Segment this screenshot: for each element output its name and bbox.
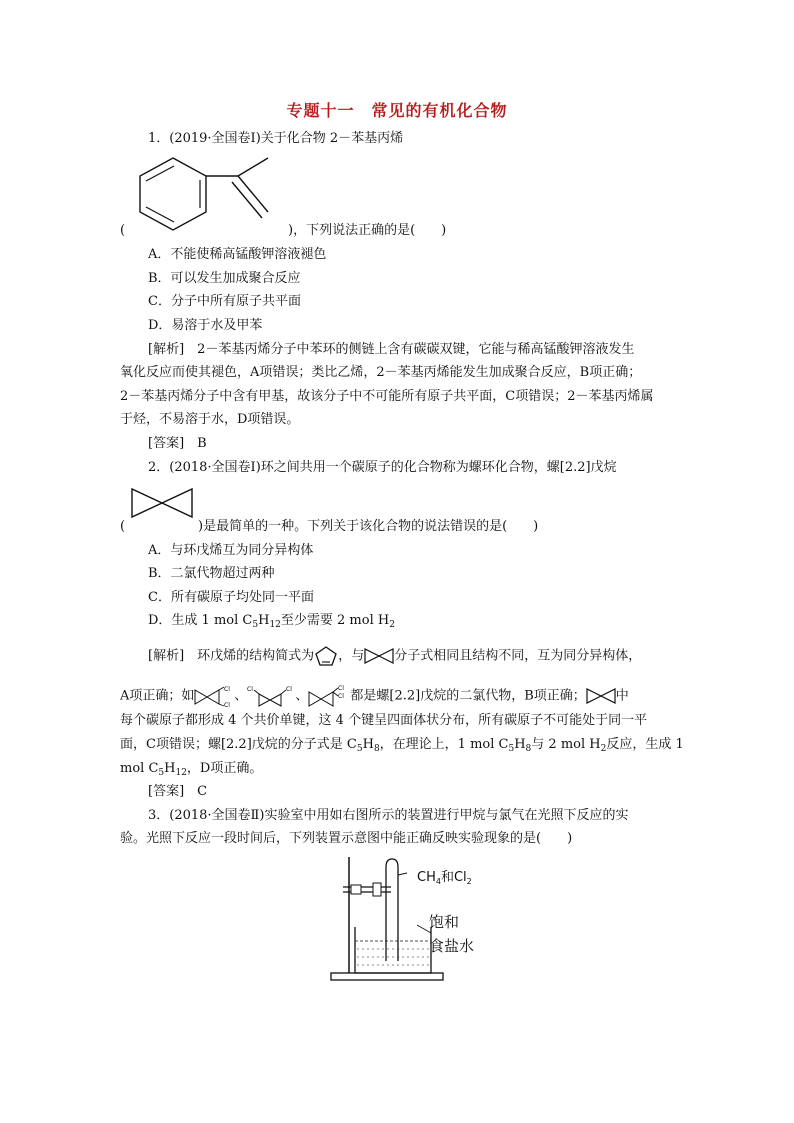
analysis-text: 2－苯基丙烯分子中苯环的侧链上含有碳碳双键，它能与稀高锰酸钾溶液发生 <box>197 342 635 357</box>
q3-line-2: 验。光照下反应一段时间后，下列装置示意图中能正确反映实验现象的是( ) <box>120 831 573 846</box>
text: ，与 <box>338 648 365 664</box>
q1-analysis-line-2: 氧化反应而使其褪色，A项错误；类比乙烯，2－苯基丙烯能发生加成聚合反应，B项正确； <box>120 365 642 380</box>
text: D．生成 1 mol C <box>148 613 253 628</box>
apparatus-diagram <box>325 855 505 983</box>
cl-label: Cl <box>247 686 254 693</box>
q2-paren-open: ( <box>120 519 126 534</box>
subscript: 8 <box>373 744 380 754</box>
text: ，在理论上，1 mol C <box>379 737 509 752</box>
subscript: 12 <box>269 620 281 630</box>
answer-label: [答案] <box>148 784 185 799</box>
text: H <box>514 737 526 752</box>
cl-label: Cl <box>224 686 231 693</box>
q1-analysis-line-1 <box>148 341 634 359</box>
q1-option-c: C．分子中所有原子共平面 <box>148 294 301 309</box>
q1-option-a: A．不能使稀高锰酸钾溶液褪色 <box>148 247 327 262</box>
gas-label <box>417 870 472 886</box>
liquid-label-1: 饱和 <box>429 913 460 931</box>
q1-option-b: B．可以发生加成聚合反应 <box>148 271 301 286</box>
analysis-label: [解析] <box>148 648 185 664</box>
q1-answer <box>148 435 207 453</box>
subscript: 2 <box>389 620 395 630</box>
text: 都是螺[2.2]戊烷的二氯代物，B项正确； <box>350 688 586 704</box>
text: 面，C项错误；螺[2.2]戊烷的分子式是 C <box>120 737 357 752</box>
text: 、 <box>295 688 309 704</box>
q1-paren-open: ( <box>120 223 126 238</box>
q1-analysis-line-4: 于烃，不易溶于水，D项错误。 <box>120 412 300 427</box>
q1-paren-tail: )，下列说法正确的是( ) <box>288 223 447 238</box>
subscript: 12 <box>175 768 187 778</box>
text: 、 <box>234 688 248 704</box>
q2-option-b: B．二氯代物超过两种 <box>148 566 275 581</box>
liquid-label-2: 食盐水 <box>429 937 475 955</box>
subscript: 5 <box>508 744 515 754</box>
text: H <box>164 761 176 776</box>
dichloro-isomer-1 <box>194 684 234 708</box>
spiropentane-icon <box>586 688 616 704</box>
dichloro-isomer-3 <box>308 684 350 708</box>
subscript: 2 <box>466 877 472 886</box>
q2-paren-tail: )是最简单的一种。下列关于该化合物的说法错误的是( ) <box>198 519 539 534</box>
text: 分子式相同且结构不同，互为同分异构体， <box>394 648 642 664</box>
q3-line-1: 3．(2018·全国卷Ⅱ)实验室中用如右图所示的装置进行甲烷与氯气在光照下反应的实 <box>148 808 629 823</box>
q2-option-a: A．与环戊烯互为同分异构体 <box>148 543 314 558</box>
q2-option-d <box>148 612 395 630</box>
text: H <box>362 737 374 752</box>
q2-stem: 2．(2018·全国卷Ⅰ)环之间共用一个碳原子的化合物称为螺环化合物，螺[2.2]戊烷 <box>148 460 617 475</box>
q2-analysis-line-1 <box>148 646 641 666</box>
subscript: 8 <box>525 744 532 754</box>
q1-analysis-line-3: 2－苯基丙烯分子中含有甲基，故该分子中不可能所有原子共平面，C项错误；2－苯基丙烯属 <box>120 389 654 404</box>
text: A项正确；如 <box>120 688 195 704</box>
text: 至少需要 2 mol H <box>280 613 390 628</box>
answer-value: B <box>197 436 207 451</box>
cl-label: Cl <box>338 685 345 692</box>
subscript: 5 <box>158 768 165 778</box>
spiropentane-icon <box>364 648 394 664</box>
q2-analysis-line-3: 每个碳原子都形成 4 个共价单键，这 4 个键呈四面体状分布，所有碳原子不可能处于同一平 <box>120 713 648 728</box>
page-title: 专题十一 常见的有机化合物 <box>286 101 508 120</box>
phenylpropene-structure <box>128 152 278 232</box>
answer-value: C <box>197 784 208 799</box>
q2-analysis-line-4 <box>120 736 684 754</box>
q2-answer <box>148 783 207 801</box>
cl-label: Cl <box>286 686 293 693</box>
text: CH <box>417 870 436 885</box>
cyclopentene-structure <box>314 646 338 666</box>
answer-label: [答案] <box>148 436 185 451</box>
subscript: 5 <box>356 744 363 754</box>
text: ，D项正确。 <box>186 761 263 776</box>
q2-analysis-line-2 <box>120 684 629 708</box>
text: 中 <box>615 688 629 704</box>
q1-option-d: D．易溶于水及甲苯 <box>148 318 263 333</box>
subscript: 4 <box>435 877 441 886</box>
cl-label: Cl <box>338 693 345 700</box>
subscript: 2 <box>600 744 607 754</box>
text: mol C <box>120 761 159 776</box>
analysis-label: [解析] <box>148 342 185 357</box>
subscript: 5 <box>252 620 259 630</box>
dichloro-isomer-2 <box>247 684 295 708</box>
text: 环戊烯的结构简式为 <box>197 648 315 664</box>
cl-label: Cl <box>224 702 231 708</box>
text: 与 2 mol H <box>531 737 601 752</box>
text: 反应，生成 1 <box>606 737 684 752</box>
spiropentane-structure <box>130 487 194 519</box>
q1-stem: 1．(2019·全国卷Ⅰ)关于化合物 2－苯基丙烯 <box>148 131 404 146</box>
q2-analysis-line-5 <box>120 760 262 778</box>
text: H <box>258 613 270 628</box>
q2-option-c: C．所有碳原子均处同一平面 <box>148 590 314 605</box>
text: 和Cl <box>440 870 467 885</box>
